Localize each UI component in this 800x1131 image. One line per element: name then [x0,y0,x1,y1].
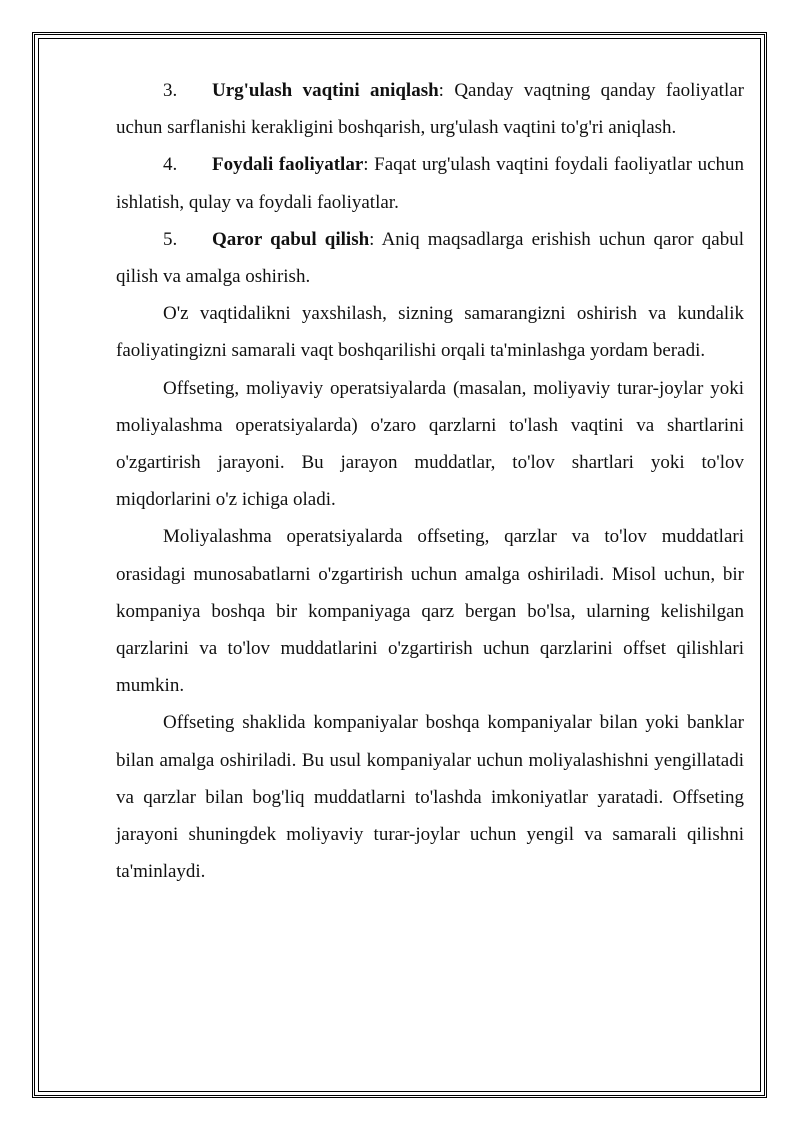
list-item-text: : Aniq maqsadlarga erishish uchun qaror qabul qilish va amalga oshirish. [116,228,744,288]
list-item-number: 5. [163,228,178,250]
list-item-number: 4. [163,154,178,176]
list-item [116,146,744,220]
list-item-term: Foydali faoliyatlar [212,154,364,176]
paragraph: O'z vaqtidalikni yaxshilash, sizning samarangizni oshirish va kundalik faoliyatingizni samarali vaqt boshqarilishi orqali ta'minlashga yordam beradi. [116,303,744,362]
list-item-term: Qaror qabul qilish [212,228,370,250]
list-item-number: 3. [163,80,178,101]
list-item-term: Urg'ulash vaqtini aniqlash [212,80,439,101]
list-item-text: : Qanday vaqtning qanday faoliyatlar uchun sarflanishi kerakligini boshqarish, urg'ulash vaqtini to'g'ri aniqlash. [116,80,744,139]
paragraph: Offseting shaklida kompaniyalar boshqa kompaniyalar bilan yoki banklar bilan amalga oshiriladi. Bu usul kompaniyalar uchun moliyalashishni yengillatadi va qarzlar bilan bog'liq muddatlarni to'lashda imkoniyatlar yaratadi. Offseting jarayoni shuningdek moliyaviy turar-joylar uchun yengil va samarali qilishni ta'minlaydi. [116,712,744,883]
list-item-text: : Faqat urg'ulash vaqtini foydali faoliyatlar uchun ishlatish, qulay va foydali faoliyatlar. [116,154,745,213]
list-item [116,72,744,146]
paragraph: Moliyalashma operatsiyalarda offseting, qarzlar va to'lov muddatlari orasidagi munosabatlarni o'zgartirish uchun amalga oshiriladi. Misol uchun, bir kompaniya boshqa bir kompaniyaga qarz bergan bo'lsa, ularning kelishilgan qarzlarini va to'lov muddatlarini o'zgartirish uchun qarzlarini offset qilishlari mumkin. [116,526,744,697]
document-body [116,72,744,890]
paragraph: Offseting, moliyaviy operatsiyalarda (masalan, moliyaviy turar-joylar yoki moliyalashma operatsiyalarda) o'zaro qarzlarni to'lash vaqtini va shartlarini o'zgartirish jarayoni. Bu jarayon muddatlar, to'lov shartlari yoki to'lov miqdorlarini o'z ichiga oladi. [116,377,744,511]
list-item [116,221,744,295]
